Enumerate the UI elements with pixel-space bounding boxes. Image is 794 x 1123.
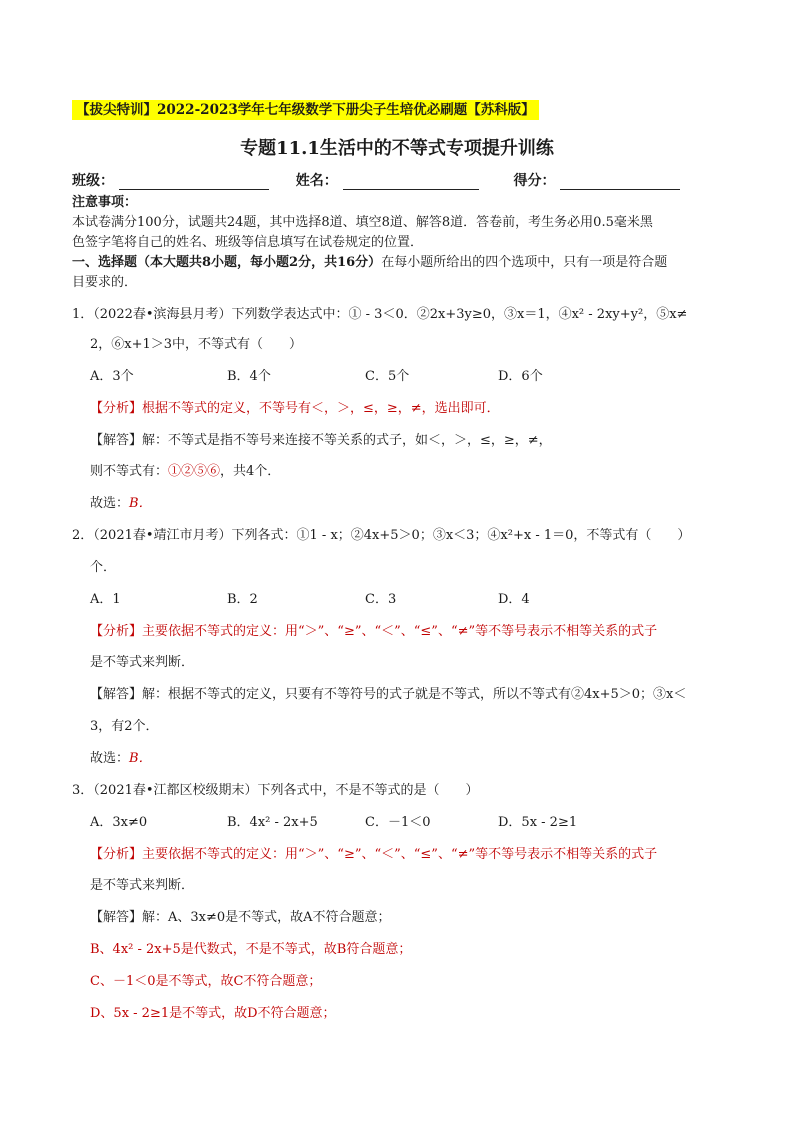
- q3-option-c: C．－1＜0: [365, 815, 431, 830]
- class-label: 班级：: [72, 173, 114, 189]
- q3-option-a: A．3x≠0: [90, 815, 148, 830]
- q2-answer-prefix: 故选：: [90, 751, 130, 766]
- q1-analysis: 【分析】根据不等式的定义，不等号有＜，＞，≤，≥，≠，选出即可．: [90, 401, 500, 416]
- q1-solution-prefix: 则不等式有：: [90, 464, 169, 479]
- q1-stem-line-1: 1．（2022春•滨海县月考）下列数学表达式中：① - 3＜0．②2x+3y≥0，③x＝1，④x² - 2xy+y²，⑤x≠: [72, 307, 688, 322]
- q3-solution-line-2: B、4x² - 2x+5是代数式，不是不等式，故B符合题意；: [90, 942, 412, 957]
- notes-line-1: 本试卷满分100分，试题共24题，其中选择8道、填空8道、解答8道．答卷前，考生务必用0.5毫米黑: [72, 215, 653, 230]
- q2-options: [90, 591, 530, 609]
- notes-heading: 注意事项：: [72, 195, 138, 210]
- q2-solution-line-1: 【解答】解：根据不等式的定义，只要有不等符号的式子就是不等式，所以不等式有②4x+5＞0；③x＜: [90, 687, 687, 702]
- q3-option-d: D．5x - 2≥1: [498, 815, 578, 830]
- q1-solution-line-2: [90, 463, 280, 481]
- q2-solution-line-2: 3，有2个．: [90, 719, 159, 734]
- q2-stem-line-1: 2．（2021春•靖江市月考）下列各式：①1 - x；②4x+5＞0；③x＜3；④x²+x - 1＝0，不等式有（ ）: [72, 528, 691, 543]
- q1-solution-items: ①②⑤⑥: [168, 464, 221, 479]
- q1-answer: B．: [129, 496, 152, 511]
- q2-answer: B．: [129, 751, 152, 766]
- section-heading-line-2: 目要求的．: [72, 275, 138, 290]
- name-label: 姓名：: [295, 173, 338, 189]
- q1-answer-line: [90, 495, 152, 513]
- q1-option-c: C．5个: [365, 369, 410, 384]
- q3-analysis-line-2: 是不等式来判断．: [90, 878, 195, 893]
- q1-solution-suffix: ，共4个．: [220, 464, 281, 479]
- q1-option-b: B．4个: [227, 369, 271, 384]
- q2-analysis-line-1: 【分析】主要依据不等式的定义：用“＞”、“≥”、“＜”、“≤”、“≠”等不等号表示不相等关系的式子: [90, 624, 658, 639]
- q1-option-d: D．6个: [498, 369, 543, 384]
- q3-solution-line-3: C、－1＜0是不等式，故C不符合题意；: [90, 974, 322, 989]
- notes-line-2: 色签字笔将自己的姓名、班级等信息填写在试卷规定的位置．: [72, 235, 424, 250]
- class-blank[interactable]: [119, 173, 269, 190]
- score-blank[interactable]: [560, 173, 680, 190]
- student-info-row: [72, 170, 680, 190]
- q2-answer-line: [90, 750, 152, 768]
- q2-analysis-line-2: 是不等式来判断．: [90, 655, 195, 670]
- q3-solution-line-4: D、5x - 2≥1是不等式，故D不符合题意；: [90, 1006, 336, 1021]
- name-blank[interactable]: [343, 173, 479, 190]
- section-heading: [72, 254, 667, 272]
- q2-stem-line-2: 个．: [90, 560, 117, 575]
- q1-answer-prefix: 故选：: [90, 496, 130, 511]
- q2-option-b: B．2: [227, 592, 258, 607]
- q2-option-a: A．1: [90, 592, 121, 607]
- q1-option-a: A．3个: [90, 369, 134, 384]
- q1-solution: 【解答】解：不等式是指不等号来连接不等关系的式子，如＜，＞，≤，≥，≠，: [90, 433, 552, 448]
- q1-stem-line-2: 2，⑥x+1＞3中，不等式有（ ）: [90, 337, 303, 352]
- q3-options: [90, 814, 577, 832]
- q2-option-c: C．3: [365, 592, 397, 607]
- page-title: 专题11.1生活中的不等式专项提升训练: [240, 138, 554, 159]
- q3-solution-line-1: 【解答】解：A、3x≠0是不等式，故A不符合题意；: [90, 910, 391, 925]
- q1-options: [90, 368, 543, 386]
- q3-stem: 3．（2021春•江都区校级期末）下列各式中，不是不等式的是（ ）: [72, 783, 479, 798]
- series-banner: 【拔尖特训】2022-2023学年七年级数学下册尖子生培优必刷题【苏科版】: [72, 100, 539, 120]
- q3-option-b: B．4x² - 2x+5: [227, 815, 318, 830]
- section-heading-rest: 在每小题所给出的四个选项中，只有一项是符合题: [381, 255, 668, 270]
- section-heading-bold: 一、选择题（本大题共8小题，每小题2分，共16分）: [72, 255, 382, 270]
- q2-option-d: D．4: [498, 592, 530, 607]
- q3-analysis-line-1: 【分析】主要依据不等式的定义：用“＞”、“≥”、“＜”、“≤”、“≠”等不等号表示不相等关系的式子: [90, 847, 658, 862]
- score-label: 得分：: [513, 173, 556, 189]
